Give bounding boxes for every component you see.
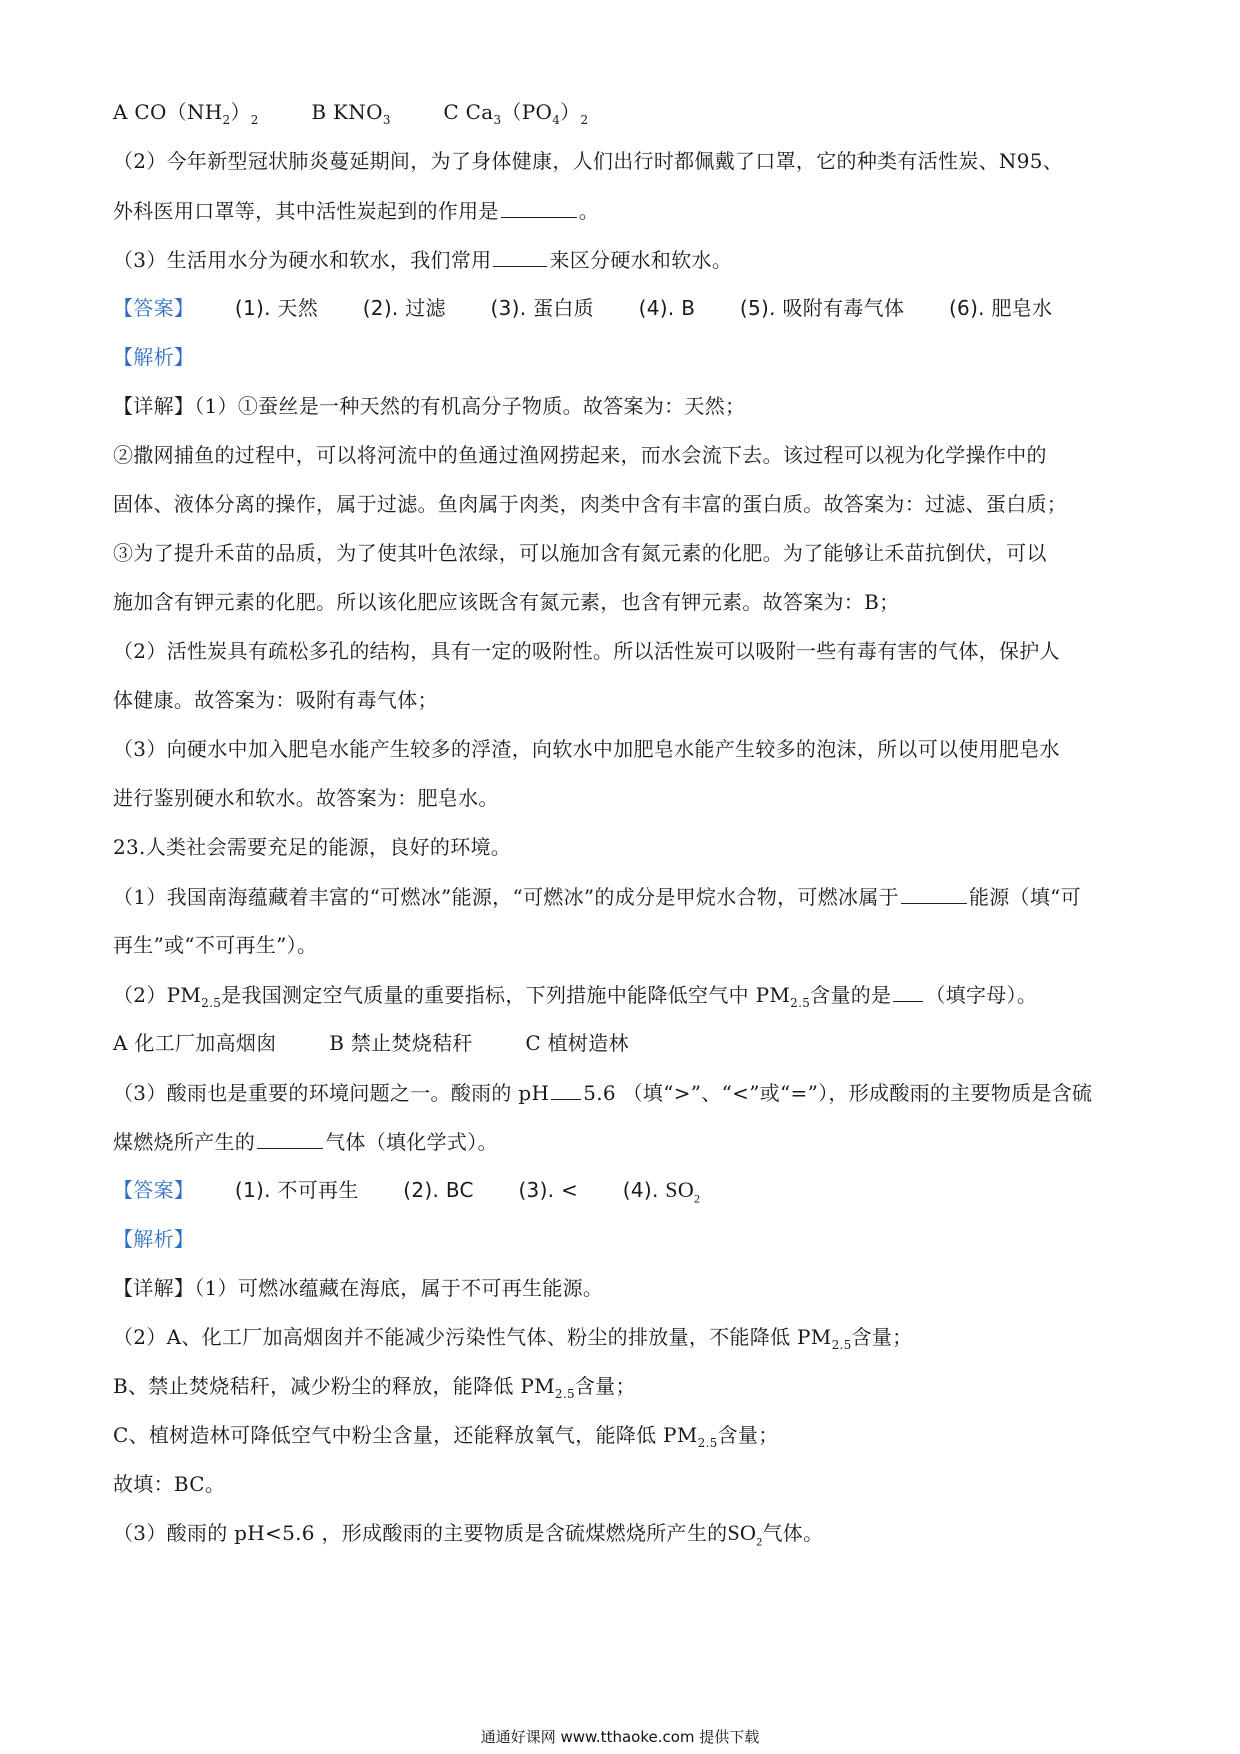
detail-line: （3）向硬水中加入肥皂水能产生较多的浮渣，向软水中加肥皂水能产生较多的泡沫，所以可以使用肥皂水 [113,737,1060,761]
answer-blank [551,1077,581,1100]
answer-blank [901,881,967,904]
question-23-title: 23.人类社会需要充足的能源，良好的环境。 [113,835,512,859]
answer-item: (1). 天然 [234,296,319,320]
answer-line [113,1175,1133,1205]
answer-blank [257,1126,323,1149]
answer-item: (2). BC [403,1178,474,1202]
detail-line: 【详解】（1）可燃冰蕴藏在海底，属于不可再生能源。 [113,1276,604,1300]
answer-item: (2). 过滤 [362,296,446,320]
answer-blank [493,244,547,267]
question-line: （1）我国南海蕴藏着丰富的“可燃冰”能源，“可燃冰”的成分是甲烷水合物，可燃冰属于 能源（填“可 [113,881,1133,911]
answer-item: (6). 肥皂水 [948,296,1053,320]
answer-tag: 【答案】 [113,296,195,320]
analysis-tag-line [113,342,1133,372]
answer-blank [893,979,923,1002]
detail-line: 进行鉴别硬水和软水。故答案为：肥皂水。 [113,786,499,810]
detail-line: 施加含有钾元素的化肥。所以该化肥应该既含有氮元素，也含有钾元素。故答案为：B； [113,590,900,614]
detail-line: 【详解】（1）①蚕丝是一种天然的有机高分子物质。故答案为：天然； [113,394,746,418]
question-options-line [113,97,1133,127]
answer-item: (4). $SO_2$ [622,1177,701,1206]
analysis-tag: 【解析】 [113,1227,195,1251]
detail-line: 固体、液体分离的操作，属于过滤。鱼肉属于肉类，肉类中含有丰富的蛋白质。故答案为：过滤、蛋白质； [113,492,1068,516]
detail-line: 体健康。故答案为：吸附有毒气体； [113,688,438,712]
option-c: C $Ca_3(PO_4)_2$ [443,100,589,127]
option-a: A $CO(NH_2)_2$ [113,100,259,127]
option-b: B 禁止焚烧秸秆 [329,1031,473,1055]
detail-line: ③为了提升禾苗的品质，为了使其叶色浓绿，可以施加含有氮元素的化肥。为了能够让禾苗抗倒伏，可以 [113,541,1047,565]
answer-item: (1). 不可再生 [234,1178,359,1202]
detail-line: （2）A、化工厂加高烟囱并不能减少污染性气体、粉尘的排放量，不能降低 $PM_{2.5}$含量； [113,1325,913,1352]
answer-item: (5). 吸附有毒气体 [739,296,905,320]
document-body [113,97,1133,1567]
detail-line: ②撒网捕鱼的过程中，可以将河流中的鱼通过渔网捞起来，而水会流下去。该过程可以视为化学操作中的 [113,443,1047,467]
answer-item: (4). B [638,296,696,320]
question-line: 煤燃烧所产生的 气体（填化学式）。 [113,1126,1133,1156]
answer-tag: 【答案】 [113,1178,195,1202]
analysis-tag-line [113,1224,1133,1254]
option-b: B $KNO_3$ [311,100,391,127]
so2-formula: $SO_2$ [727,1520,763,1549]
question-line: （2）今年新型冠状肺炎蔓延期间，为了身体健康，人们出行时都佩戴了口罩，它的种类有活性炭、N95、 [113,149,1064,173]
question-line: $(2)PM_{2.5}$是我国测定空气质量的重要指标，下列措施中能降低空气中 $PM_{2.5}$含量的是 （填字母）。 [113,979,1133,1009]
question-line: 再生”或“不可再生”）。 [113,933,318,957]
analysis-tag: 【解析】 [113,345,195,369]
footer-credit: 通通好课网 www.tthaoke.com 提供下载 [480,1728,760,1746]
detail-line: （3）酸雨的 pH<5.6 ，形成酸雨的主要物质是含硫煤燃烧所产生的$SO_2$气体。 [113,1520,824,1549]
option-a: A 化工厂加高烟囱 [113,1031,277,1055]
option-c: C 植树造林 [525,1031,629,1055]
answer-item: (3). < [518,1178,579,1202]
answer-item: (3). 蛋白质 [490,296,594,320]
answer-line [113,293,1133,323]
question-options-line [113,1028,1133,1058]
question-line: （3）生活用水分为硬水和软水，我们常用 来区分硬水和软水。 [113,244,1133,274]
detail-line: C、植树造林可降低空气中粉尘含量，还能释放氧气，能降低 $PM_{2.5}$含量； [113,1423,779,1450]
detail-line: 故填：BC。 [113,1472,226,1496]
detail-line: （2）活性炭具有疏松多孔的结构，具有一定的吸附性。所以活性炭可以吸附一些有毒有害的气体，保护人 [113,639,1060,663]
detail-line: B、禁止焚烧秸秆，减少粉尘的释放，能降低 $PM_{2.5}$含量； [113,1374,636,1401]
question-line: （3）酸雨也是重要的环境问题之一。酸雨的 pH 5.6 （填“>”、“<”或“=”），形成酸雨的主要物质是含硫 [113,1077,1133,1107]
answer-blank [501,195,577,218]
so2-formula: $SO_2$ [665,1177,701,1206]
question-line: 外科医用口罩等，其中活性炭起到的作用是 。 [113,195,1133,225]
